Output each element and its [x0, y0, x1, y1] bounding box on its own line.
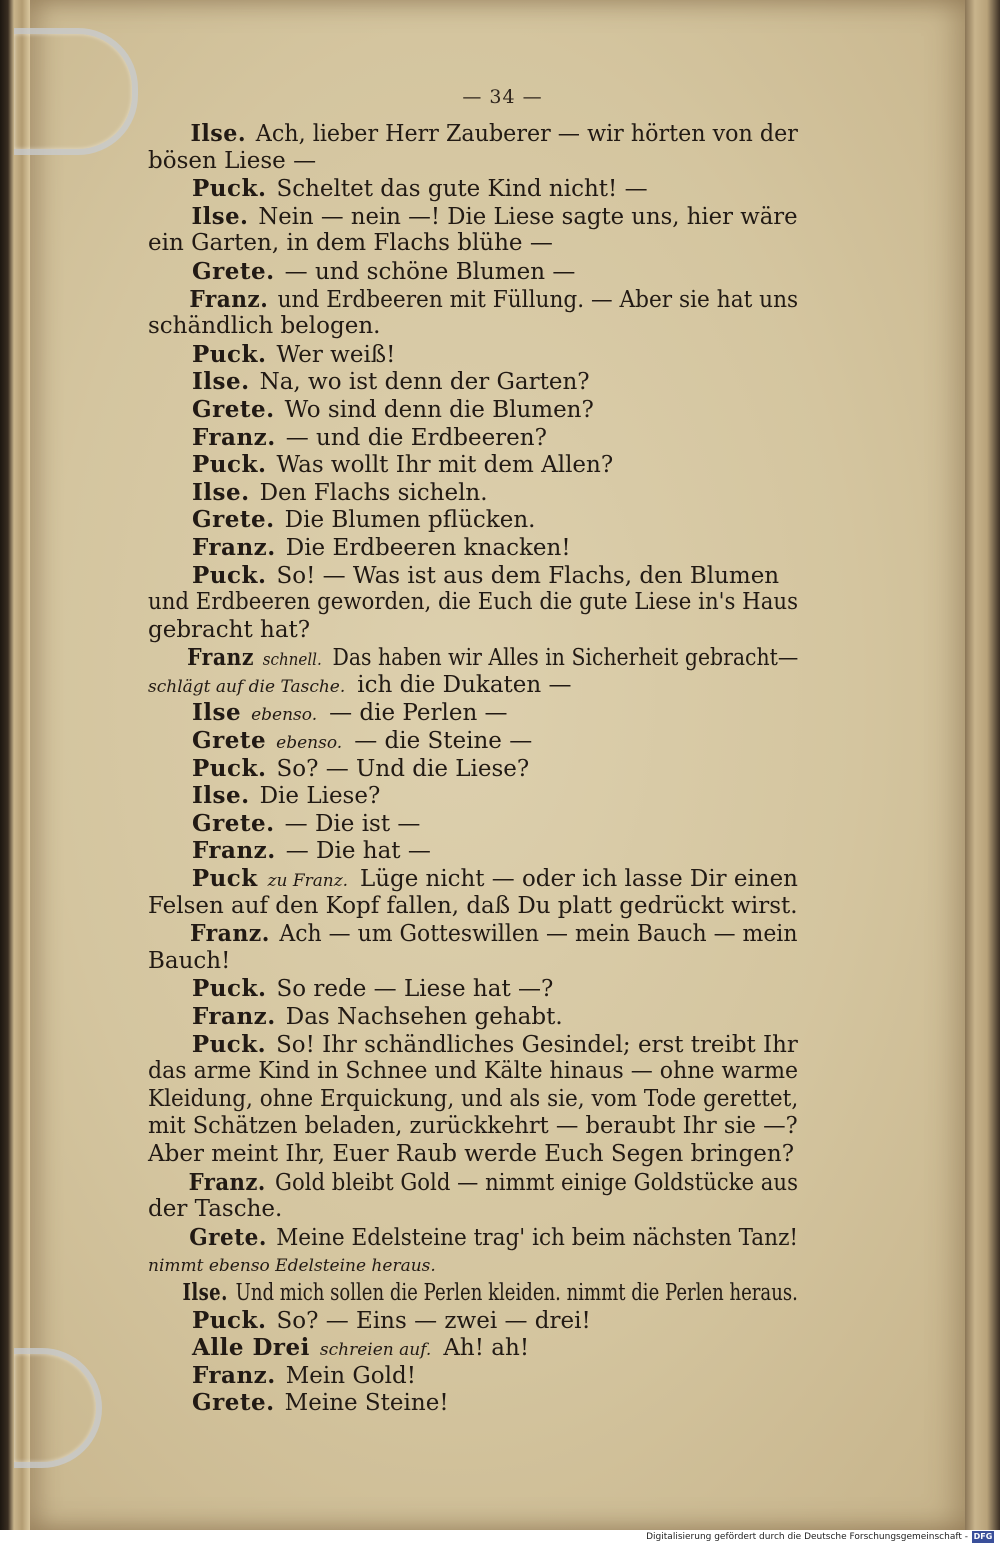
text-line [148, 837, 798, 865]
line-text: und Erdbeeren mit Füllung. — Aber sie hat uns [277, 286, 799, 313]
line-text: Scheltet das gute Kind nicht! — [276, 176, 648, 203]
text-line [148, 148, 798, 176]
line-text: Nein — nein —! Die Liese sagte uns, hier wäre [258, 203, 798, 230]
footer-credit: Digitalisierung gefördert durch die Deutsche Forschungsgemeinschaft - [646, 1532, 968, 1542]
speaker-name: Franz. [192, 1361, 276, 1389]
speaker-name: Puck. [192, 175, 267, 203]
text-line [148, 672, 798, 700]
speaker-name: Franz. [189, 285, 269, 313]
speaker-name: Franz. [189, 920, 270, 948]
speaker-name: Alle Drei [192, 1334, 310, 1362]
text-line [148, 479, 798, 507]
line-text: — die Perlen — [329, 700, 508, 727]
stage-direction: zu Franz. [267, 871, 349, 892]
page-right-edge [965, 0, 1000, 1530]
line-text: Das haben wir Alles in Sicherheit gebracht— [332, 645, 799, 672]
text-line [148, 1058, 799, 1086]
speaker-name: Grete. [192, 395, 275, 423]
text-line [148, 1031, 796, 1059]
line-text: Meine Edelsteine trag' ich beim nächsten Tanz! [276, 1224, 799, 1251]
text-line [148, 920, 798, 948]
speaker-name: Puck. [192, 561, 267, 589]
text-line [148, 975, 798, 1003]
speaker-name: Ilse. [191, 202, 249, 230]
line-text: So! — Was ist aus dem Flachs, den Blumen [276, 562, 780, 589]
speaker-name: Ilse. [190, 120, 247, 147]
text-line [148, 1168, 798, 1197]
speaker-name: Grete. [192, 1389, 275, 1417]
line-text: Gold bleibt Gold — nimmt einige Goldstücke aus [275, 1169, 798, 1196]
footer-bar [0, 1530, 1000, 1544]
text-line [148, 1223, 799, 1252]
speaker-name: Puck. [191, 1030, 267, 1058]
line-text: ein Garten, in dem Flachs blühe — [148, 230, 553, 257]
paper-clip-top [14, 28, 138, 155]
dfg-logo: DFG [973, 1532, 993, 1541]
line-text: Ah! ah! [443, 1335, 530, 1362]
text-line [148, 589, 799, 617]
text-line [148, 1251, 798, 1279]
line-text: — Die hat — [285, 838, 431, 865]
line-text: Ach, lieber Herr Zauberer — wir hörten von der [255, 121, 798, 147]
line-text: Und mich sollen die Perlen kleiden. nimmt die Perlen heraus. [235, 1279, 798, 1306]
speaker-name: Puck. [192, 451, 267, 479]
line-text: Felsen auf den Kopf fallen, daß Du platt gedrückt wirst. [148, 892, 798, 919]
text-line [148, 1196, 798, 1224]
text-line [148, 451, 798, 479]
line-text: — Die ist — [284, 810, 421, 837]
speaker-name: Puck. [192, 754, 267, 782]
speaker-name: Ilse. [192, 782, 250, 810]
line-text: — die Steine — [354, 728, 533, 755]
line-text: gebracht hat? [148, 616, 311, 643]
line-text: — und schöne Blumen — [284, 258, 576, 285]
speaker-name: Puck. [192, 975, 267, 1003]
line-text: Lüge nicht — oder ich lasse Dir einen [360, 866, 798, 893]
stage-direction: schlägt auf die Tasche. [148, 676, 346, 697]
text-line [148, 396, 798, 424]
speaker-name: Grete. [189, 1223, 267, 1251]
speaker-name: Grete. [192, 257, 275, 285]
speaker-name: Franz. [192, 837, 276, 865]
line-text: Bauch! [148, 947, 231, 974]
text-line [148, 1113, 798, 1141]
text-line [148, 1307, 798, 1335]
text-line [148, 865, 796, 893]
line-text: Na, wo ist denn der Garten? [259, 369, 590, 396]
text-line [148, 230, 798, 258]
speaker-name: Grete. [192, 809, 275, 837]
text-line [148, 810, 798, 838]
text-line [148, 1003, 798, 1031]
line-text: Ach — um Gotteswillen — mein Bauch — mein [279, 921, 798, 948]
stage-direction: schreien auf. [319, 1340, 432, 1361]
line-text: — und die Erdbeeren? [285, 424, 547, 451]
line-text: Die Erdbeeren knacken! [285, 534, 571, 561]
line-text: Wer weiß! [276, 341, 396, 368]
text-line [148, 120, 798, 148]
line-text: So! Ihr schändliches Gesindel; erst treibt Ihr [276, 1031, 798, 1058]
line-text: So? — Eins — zwei — drei! [276, 1307, 591, 1334]
line-text: Kleidung, ohne Erquickung, und als sie, vom Tode gerettet, [148, 1085, 799, 1112]
speaker-name: Grete [192, 727, 267, 755]
line-text: Meine Steine! [284, 1390, 449, 1417]
speaker-name: Ilse [192, 699, 242, 727]
text-line [148, 727, 798, 755]
stage-direction: nimmt ebenso Edelsteine heraus. [148, 1256, 436, 1277]
line-text: Wo sind denn die Blumen? [284, 396, 594, 423]
speaker-name: Ilse. [192, 478, 250, 506]
text-line [148, 1362, 798, 1390]
text-line [148, 368, 798, 396]
speaker-name: Franz. [192, 533, 276, 561]
text-line [148, 782, 798, 810]
speaker-name: Ilse. [192, 368, 250, 396]
speaker-name: Grete. [192, 506, 275, 534]
text-line [148, 644, 799, 672]
text-line [148, 341, 798, 369]
line-text: und Erdbeeren geworden, die Euch die gute Liese in's Haus [148, 589, 799, 616]
page-number: — 34 — [462, 86, 543, 108]
line-text: mit Schätzen beladen, zurückkehrt — beraubt Ihr sie —? [148, 1113, 798, 1140]
text-line [148, 755, 798, 783]
stage-direction: schnell. [262, 650, 322, 671]
speaker-name: Puck. [192, 340, 267, 368]
line-text: Den Flachs sicheln. [259, 479, 488, 506]
stage-direction: ebenso. [276, 733, 343, 754]
text-line [148, 617, 798, 645]
text-line [148, 202, 798, 231]
stage-direction: ebenso. [251, 705, 318, 726]
book-page [30, 0, 975, 1530]
speaker-name: Ilse. [182, 1278, 228, 1306]
text-line [148, 258, 798, 286]
line-text: Aber meint Ihr, Euer Raub werde Euch Segen bringen? [148, 1140, 795, 1167]
text-line [148, 1085, 799, 1114]
line-text: So? — Und die Liese? [276, 755, 530, 782]
play-text [148, 120, 798, 1417]
text-line [148, 424, 798, 452]
text-line [148, 699, 798, 727]
speaker-name: Franz. [188, 1168, 266, 1196]
line-text: bösen Liese — [148, 147, 317, 174]
line-text: Mein Gold! [285, 1362, 416, 1389]
text-line [148, 948, 798, 976]
line-text: Die Blumen pflücken. [284, 507, 536, 534]
line-text: ich die Dukaten — [357, 671, 572, 698]
text-line [148, 313, 798, 341]
speaker-name: Franz. [192, 1003, 276, 1030]
text-line [148, 893, 797, 921]
line-text: Das Nachsehen gehabt. [285, 1004, 563, 1030]
line-text: das arme Kind in Schnee und Kälte hinaus — ohne warme [148, 1058, 799, 1085]
text-line [148, 506, 798, 534]
line-text: Die Liese? [259, 783, 381, 810]
text-line [148, 534, 798, 562]
line-text: Was wollt Ihr mit dem Allen? [276, 452, 614, 479]
text-line [148, 1334, 798, 1362]
text-line [148, 1389, 798, 1417]
speaker-name: Puck [191, 865, 258, 893]
text-line [148, 1141, 798, 1169]
speaker-name: Franz [187, 644, 254, 672]
text-line [148, 175, 798, 203]
line-text: schändlich belogen. [148, 313, 381, 340]
speaker-name: Puck. [192, 1306, 267, 1334]
line-text: So rede — Liese hat —? [276, 976, 554, 1003]
text-line [148, 1278, 798, 1307]
text-line [148, 562, 798, 590]
speaker-name: Franz. [192, 423, 276, 451]
text-line [148, 285, 799, 314]
line-text: der Tasche. [148, 1196, 283, 1223]
